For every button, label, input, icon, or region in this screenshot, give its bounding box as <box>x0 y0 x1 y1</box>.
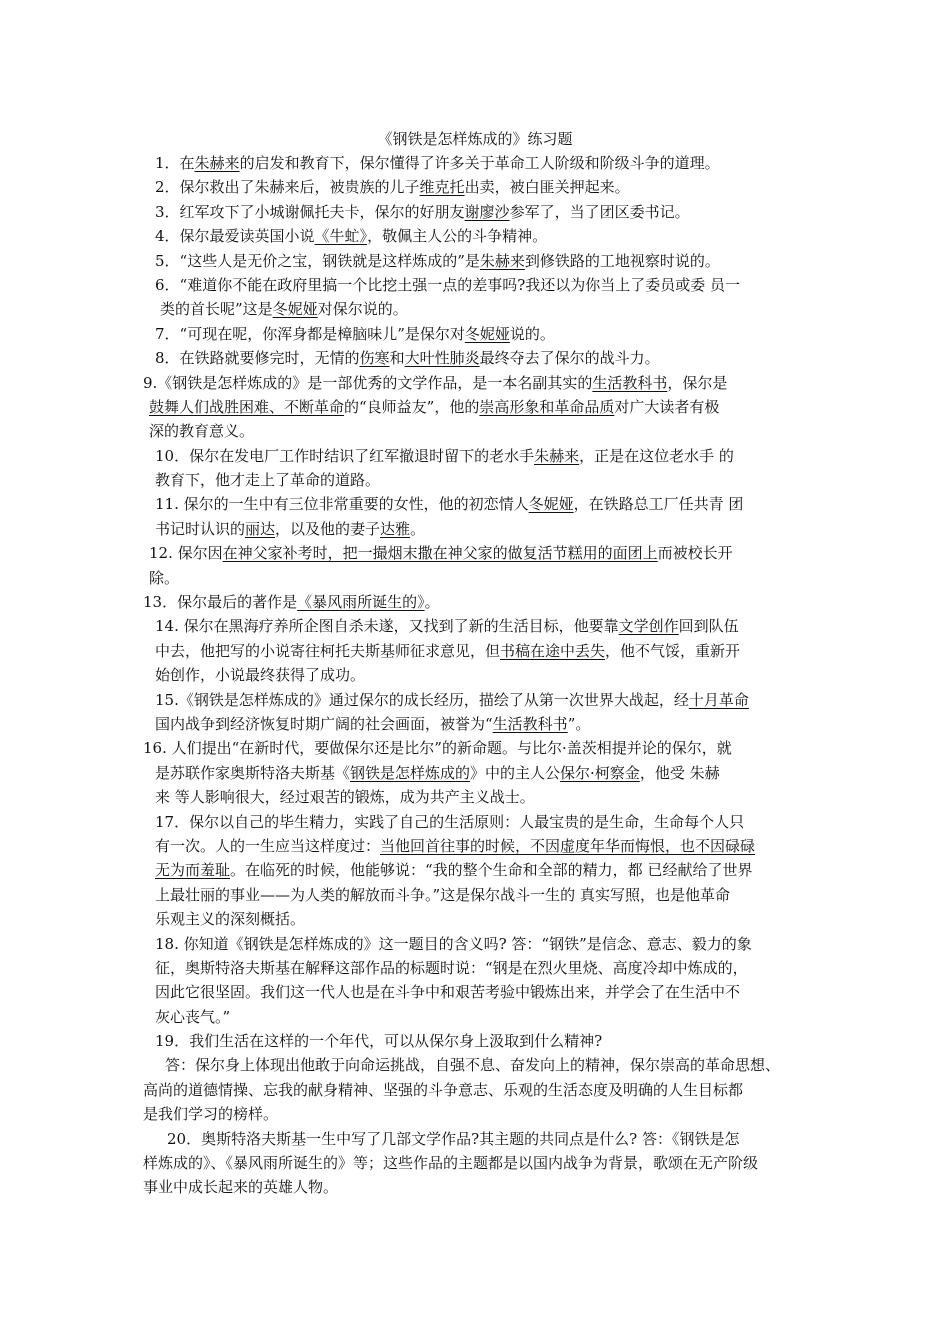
answer-blank: 朱赫来 <box>534 446 580 465</box>
line-text: 和 <box>389 349 405 368</box>
text-line <box>143 322 815 346</box>
answer-blank: 生活教科书 <box>492 714 568 733</box>
answer-blank: 《暴风雨所诞生的》 <box>297 593 425 612</box>
line-text: 6．“难道你不能在政府里搞一个比挖土强一点的差事吗?我还以为你当上了委员或委 员一 <box>155 275 741 294</box>
line-text: 是苏联作家奥斯特洛夫斯基《 <box>155 763 351 782</box>
text-line <box>143 688 815 712</box>
text-line <box>143 517 815 541</box>
line-text: 书记时认识的 <box>155 519 246 538</box>
line-text: ，他不气馁，重新开 <box>605 641 741 660</box>
line-text: 教育下，他才走上了革命的道路。 <box>155 471 381 490</box>
line-text: 有一次。人的一生应当这样度过： <box>155 836 381 855</box>
answer-blank: 谢廖沙 <box>464 202 510 221</box>
text-line <box>143 663 815 687</box>
line-text: ，他受 朱赫 <box>639 763 720 782</box>
line-text: ”。 <box>567 714 591 733</box>
line-text: 回到队伍 <box>678 617 739 636</box>
answer-blank: 维克托 <box>419 178 465 197</box>
answer-blank: 《牛虻》 <box>314 227 368 246</box>
answer-blank: 书稿在途中丢失 <box>500 641 606 660</box>
answer-blank: 文学创作 <box>618 617 679 636</box>
line-text: 出卖，被白匪关押起来。 <box>464 178 630 197</box>
text-line <box>143 907 815 931</box>
text-line <box>143 444 815 468</box>
line-text: 始创作，小说最终获得了成功。 <box>155 666 366 685</box>
text-line <box>143 1078 815 1102</box>
text-line <box>143 395 815 419</box>
text-line <box>143 1005 815 1029</box>
answer-blank: 朱赫来 <box>194 154 240 172</box>
line-text: 深的教育意义。 <box>149 422 255 441</box>
line-text: 15.《钢铁是怎样炼成的》通过保尔的成长经历，描绘了从第一次世界大战起，经 <box>155 690 689 709</box>
text-line <box>143 468 815 492</box>
line-text: 到修铁路的工地视察时说的。 <box>524 251 720 270</box>
line-text: 7．“可现在呢，你浑身都是樟脑味儿”是保尔对 <box>155 324 465 343</box>
line-text: 3．红军攻下了小城谢佩托夫卡，保尔的好朋友 <box>155 202 465 221</box>
text-line <box>143 956 815 980</box>
line-text: 的启发和教育下，保尔懂得了许多关于革命工人阶级和阶级斗争的道理。 <box>239 154 720 172</box>
line-text: 5．“这些人是无价之宝，钢铁就是这样炼成的”是 <box>155 251 480 270</box>
text-line <box>143 736 815 760</box>
line-text: 1．在 <box>155 154 195 172</box>
line-text: 对广大读者有极 <box>614 397 720 416</box>
answer-blank: 丽达 <box>245 519 276 538</box>
line-text: 征，奥斯特洛夫斯基在解释这部作品的标题时说：“钢是在烈火里烧、高度冷却中炼成的， <box>155 958 748 977</box>
line-text: 19．我们生活在这样的一个年代，可以从保尔身上汲取到什么精神? <box>155 1032 603 1051</box>
answer-blank: 在神父家补考时，把一撮烟末撒在神父家的做复活节糕用的面团上 <box>222 544 658 563</box>
line-text: 类的首长呢”这是 <box>160 300 273 319</box>
line-text: ，在铁路总工厂任共青 团 <box>573 495 744 514</box>
text-line <box>143 346 815 370</box>
line-text: 样炼成的》、《暴风雨所诞生的》等；这些作品的主题都是以国内战争为背景，歌颂在无产阶级 <box>143 1154 759 1173</box>
line-text: 对保尔说的。 <box>317 300 408 319</box>
text-line <box>143 858 815 882</box>
text-line <box>143 883 815 907</box>
text-line <box>143 712 815 736</box>
line-text: 18. 你知道《钢铁是怎样炼成的》这一题目的含义吗? 答：“钢铁”是信念、意志、毅力的象 <box>155 934 752 953</box>
line-text: 13．保尔最后的著作是 <box>143 593 298 612</box>
line-text: 高尚的道德情操、忘我的献身精神、坚强的斗争意志、乐观的生活态度及明确的人生目标都 <box>143 1080 744 1099</box>
text-line <box>143 810 815 834</box>
answer-blank: 朱赫来 <box>479 251 525 270</box>
line-text: 4．保尔最爱读英国小说 <box>155 227 315 246</box>
line-text: 》中的主人公 <box>470 763 561 782</box>
answer-blank: 伤寒 <box>359 349 390 368</box>
page-title: 《钢铁是怎样炼成的》练习题 <box>377 130 573 148</box>
exercise-list <box>143 151 815 1200</box>
answer-blank: 生活教科书 <box>592 373 668 392</box>
line-text: 事业中成长起来的英雄人物。 <box>143 1178 339 1197</box>
line-text: 2．保尔救出了朱赫来后，被贵族的儿子 <box>155 178 420 197</box>
line-text: 中去，他把写的小说寄往柯托夫斯基师征求意见，但 <box>155 641 501 660</box>
line-text: 参军了，当了团区委书记。 <box>509 202 690 221</box>
line-text: 20．奥斯特洛夫斯基一生中写了几部文学作品?其主题的共同点是什么? 答：《钢铁是怎 <box>167 1129 740 1148</box>
text-line <box>143 1053 815 1077</box>
text-line <box>143 1127 815 1151</box>
text-line <box>143 1102 815 1126</box>
text-line <box>143 1175 815 1199</box>
line-text: 是我们学习的榜样。 <box>143 1105 279 1124</box>
text-line <box>143 297 815 321</box>
line-text: 说的。 <box>509 324 555 343</box>
answer-blank: 无为而羞耻 <box>155 861 231 880</box>
answer-blank: 冬妮娅 <box>528 495 574 514</box>
line-text: 除。 <box>149 568 180 587</box>
text-line <box>143 639 815 663</box>
text-line <box>143 932 815 956</box>
line-text: ，敬佩主人公的斗争精神。 <box>367 227 548 246</box>
line-text: 8．在铁路就要修完时，无情的 <box>155 349 360 368</box>
line-text: 上最壮丽的事业——为人类的解放而斗争。”这是保尔战斗一生的 真实写照，也是他革命 <box>155 885 730 904</box>
answer-blank: 当他回首往事的时候，不因虚度年华而悔恨，也不因碌碌 <box>380 836 756 855</box>
text-line <box>143 980 815 1004</box>
text-line <box>143 1151 815 1175</box>
answer-blank: 冬妮娅 <box>464 324 510 343</box>
line-text: ，保尔是 <box>667 373 728 392</box>
line-text: 。 <box>424 593 440 612</box>
line-text: 最终夺去了保尔的战斗力。 <box>479 349 660 368</box>
line-text: ，正是在这位老水手 的 <box>579 446 734 465</box>
line-text: 。 <box>410 519 426 538</box>
line-text: 17．保尔以自己的毕生精力，实践了自己的生活原则：人最宝贵的是生命，生命每个人只 <box>155 812 745 831</box>
text-line <box>143 175 815 199</box>
line-text: 而被校长开 <box>657 544 733 563</box>
text-line <box>143 371 815 395</box>
text-line <box>143 785 815 809</box>
text-line <box>143 761 815 785</box>
answer-blank: 保尔·柯察金 <box>560 763 640 782</box>
line-text: 14. 保尔在黑海疗养所企图自杀未遂，又找到了新的生活目标，他要靠 <box>155 617 619 636</box>
line-text: 国内战争到经济恢复时期广阔的社会画面，被誉为“ <box>155 714 493 733</box>
answer-blank: 钢铁是怎样炼成的 <box>350 763 471 782</box>
line-text: 11. 保尔的一生中有三位非常重要的女性，他的初恋情人 <box>155 495 529 514</box>
text-line <box>143 273 815 297</box>
answer-blank: 十月革命 <box>688 690 749 709</box>
line-text: 答：保尔身上体现出他敢于向命运挑战，自强不息、奋发向上的精神，保尔崇高的革命思想、 <box>165 1056 781 1075</box>
text-line <box>143 224 815 248</box>
text-line <box>143 834 815 858</box>
line-text: 的“良师益友”，他的 <box>344 397 480 416</box>
line-text: 灰心丧气。” <box>155 1007 231 1026</box>
line-text: 16. 人们提出“在新时代，要做保尔还是比尔”的新命题。与比尔·盖茨相提并论的保尔，就 <box>143 739 732 758</box>
answer-blank: 崇高形象和革命品质 <box>479 397 615 416</box>
text-line <box>143 492 815 516</box>
answer-blank: 达雅 <box>380 519 411 538</box>
text-line <box>143 566 815 590</box>
answer-blank: 冬妮娅 <box>272 300 318 319</box>
text-line <box>143 541 815 565</box>
text-line <box>143 614 815 638</box>
line-text: 因此它很坚固。我们这一代人也是在斗争中和艰苦考验中锻炼出来，并学会了在生活中不 <box>155 983 741 1002</box>
text-line <box>143 151 815 175</box>
text-line <box>143 590 815 614</box>
text-line <box>143 419 815 443</box>
line-text: 来 等人影响很大，经过艰苦的锻炼，成为共产主义战士。 <box>155 788 535 807</box>
text-line <box>143 1029 815 1053</box>
line-text: 乐观主义的深刻概括。 <box>155 910 306 929</box>
text-line <box>143 249 815 273</box>
text-line <box>143 200 815 224</box>
answer-blank: 鼓舞人们战胜困难、不断革命 <box>149 397 345 416</box>
line-text: ，以及他的妻子 <box>275 519 381 538</box>
line-text: 12. 保尔因 <box>149 544 223 563</box>
line-text: 9.《钢铁是怎样炼成的》是一部优秀的文学作品，是一本名副其实的 <box>143 373 593 392</box>
answer-blank: 大叶性肺炎 <box>404 349 480 368</box>
line-text: 。在临死的时候，他能够说：“我的整个生命和全部的精力，都 已经献给了世界 <box>230 861 753 880</box>
line-text: 10．保尔在发电厂工作时结识了红军撤退时留下的老水手 <box>155 446 535 465</box>
